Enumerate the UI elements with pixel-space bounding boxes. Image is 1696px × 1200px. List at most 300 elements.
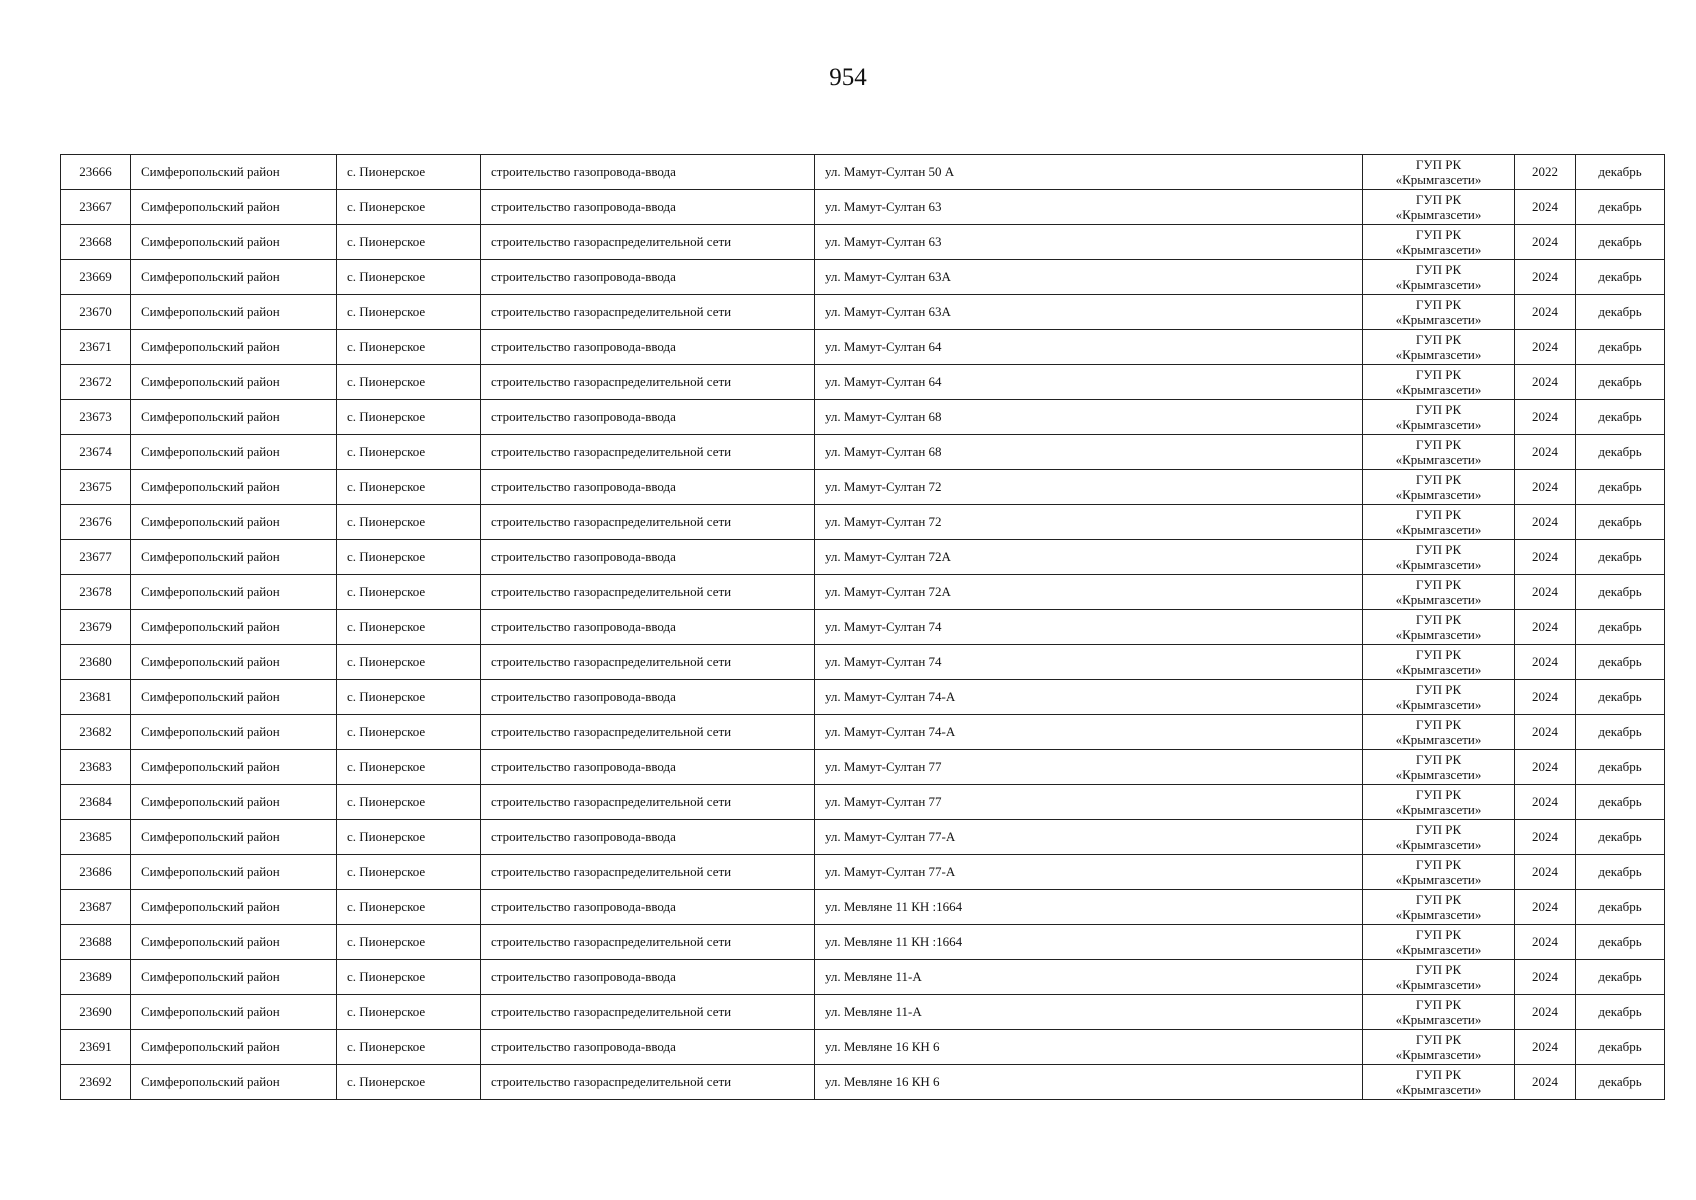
address-cell: ул. Мамут-Султан 74 bbox=[815, 610, 1363, 645]
organization-line: «Крымгазсети» bbox=[1395, 627, 1482, 642]
row-number-cell: 23675 bbox=[61, 470, 131, 505]
table-row bbox=[61, 925, 1665, 960]
work-type-cell: строительство газораспределительной сети bbox=[481, 855, 815, 890]
organization-line: ГУП РК bbox=[1415, 962, 1462, 977]
address-cell: ул. Мамут-Султан 77-А bbox=[815, 820, 1363, 855]
organization-line: ГУП РК bbox=[1415, 892, 1462, 907]
year-cell: 2024 bbox=[1515, 855, 1576, 890]
organization-line: «Крымгазсети» bbox=[1395, 977, 1482, 992]
table-row bbox=[61, 330, 1665, 365]
organization-cell bbox=[1363, 995, 1515, 1030]
district-cell: Симферопольский район bbox=[131, 890, 337, 925]
year-cell: 2024 bbox=[1515, 540, 1576, 575]
table-row bbox=[61, 715, 1665, 750]
district-cell: Симферопольский район bbox=[131, 470, 337, 505]
district-cell: Симферопольский район bbox=[131, 855, 337, 890]
organization-line: ГУП РК bbox=[1415, 332, 1462, 347]
work-type-cell: строительство газопровода-ввода bbox=[481, 540, 815, 575]
organization-cell bbox=[1363, 785, 1515, 820]
settlement-cell: с. Пионерское bbox=[337, 890, 481, 925]
address-cell: ул. Мевляне 11 КН :1664 bbox=[815, 890, 1363, 925]
work-type-cell: строительство газопровода-ввода bbox=[481, 890, 815, 925]
settlement-cell: с. Пионерское bbox=[337, 925, 481, 960]
month-cell: декабрь bbox=[1576, 680, 1665, 715]
settlement-cell: с. Пионерское bbox=[337, 260, 481, 295]
year-cell: 2024 bbox=[1515, 505, 1576, 540]
district-cell: Симферопольский район bbox=[131, 260, 337, 295]
organization-cell bbox=[1363, 505, 1515, 540]
address-cell: ул. Мамут-Султан 74-А bbox=[815, 715, 1363, 750]
settlement-cell: с. Пионерское bbox=[337, 540, 481, 575]
month-cell: декабрь bbox=[1576, 365, 1665, 400]
work-type-cell: строительство газопровода-ввода bbox=[481, 960, 815, 995]
address-cell: ул. Мамут-Султан 72 bbox=[815, 505, 1363, 540]
month-cell: декабрь bbox=[1576, 890, 1665, 925]
month-cell: декабрь bbox=[1576, 575, 1665, 610]
organization-line: «Крымгазсети» bbox=[1395, 172, 1482, 187]
row-number-cell: 23677 bbox=[61, 540, 131, 575]
work-type-cell: строительство газораспределительной сети bbox=[481, 295, 815, 330]
organization-cell bbox=[1363, 470, 1515, 505]
district-cell: Симферопольский район bbox=[131, 225, 337, 260]
district-cell: Симферопольский район bbox=[131, 400, 337, 435]
year-cell: 2024 bbox=[1515, 190, 1576, 225]
organization-line: ГУП РК bbox=[1415, 857, 1462, 872]
year-cell: 2024 bbox=[1515, 960, 1576, 995]
table-row bbox=[61, 1030, 1665, 1065]
table-row bbox=[61, 400, 1665, 435]
organization-cell bbox=[1363, 750, 1515, 785]
month-cell: декабрь bbox=[1576, 330, 1665, 365]
organization-line: ГУП РК bbox=[1415, 542, 1462, 557]
organization-line: ГУП РК bbox=[1415, 192, 1462, 207]
address-cell: ул. Мамут-Султан 50 А bbox=[815, 155, 1363, 190]
year-cell: 2024 bbox=[1515, 575, 1576, 610]
work-type-cell: строительство газопровода-ввода bbox=[481, 260, 815, 295]
row-number-cell: 23674 bbox=[61, 435, 131, 470]
address-cell: ул. Мамут-Султан 72 bbox=[815, 470, 1363, 505]
table-row bbox=[61, 365, 1665, 400]
row-number-cell: 23670 bbox=[61, 295, 131, 330]
organization-line: «Крымгазсети» bbox=[1395, 942, 1482, 957]
district-cell: Симферопольский район bbox=[131, 540, 337, 575]
address-cell: ул. Мамут-Султан 63 bbox=[815, 225, 1363, 260]
settlement-cell: с. Пионерское bbox=[337, 435, 481, 470]
organization-line: «Крымгазсети» bbox=[1395, 277, 1482, 292]
address-cell: ул. Мамут-Султан 68 bbox=[815, 400, 1363, 435]
organization-line: «Крымгазсети» bbox=[1395, 732, 1482, 747]
settlement-cell: с. Пионерское bbox=[337, 855, 481, 890]
organization-line: ГУП РК bbox=[1415, 367, 1462, 382]
organization-cell bbox=[1363, 575, 1515, 610]
work-type-cell: строительство газопровода-ввода bbox=[481, 155, 815, 190]
table-row bbox=[61, 995, 1665, 1030]
address-cell: ул. Мамут-Султан 63А bbox=[815, 260, 1363, 295]
year-cell: 2024 bbox=[1515, 925, 1576, 960]
row-number-cell: 23680 bbox=[61, 645, 131, 680]
work-type-cell: строительство газораспределительной сети bbox=[481, 785, 815, 820]
organization-cell bbox=[1363, 365, 1515, 400]
row-number-cell: 23691 bbox=[61, 1030, 131, 1065]
month-cell: декабрь bbox=[1576, 295, 1665, 330]
month-cell: декабрь bbox=[1576, 715, 1665, 750]
work-type-cell: строительство газораспределительной сети bbox=[481, 435, 815, 470]
table-row bbox=[61, 435, 1665, 470]
row-number-cell: 23690 bbox=[61, 995, 131, 1030]
organization-line: «Крымгазсети» bbox=[1395, 802, 1482, 817]
district-cell: Симферопольский район bbox=[131, 330, 337, 365]
organization-line: «Крымгазсети» bbox=[1395, 1012, 1482, 1027]
district-cell: Симферопольский район bbox=[131, 925, 337, 960]
table-row bbox=[61, 505, 1665, 540]
work-type-cell: строительство газопровода-ввода bbox=[481, 680, 815, 715]
organization-line: «Крымгазсети» bbox=[1395, 417, 1482, 432]
work-type-cell: строительство газопровода-ввода bbox=[481, 470, 815, 505]
settlement-cell: с. Пионерское bbox=[337, 295, 481, 330]
district-cell: Симферопольский район bbox=[131, 575, 337, 610]
work-type-cell: строительство газопровода-ввода bbox=[481, 820, 815, 855]
table-row bbox=[61, 610, 1665, 645]
settlement-cell: с. Пионерское bbox=[337, 400, 481, 435]
organization-line: ГУП РК bbox=[1415, 577, 1462, 592]
organization-cell bbox=[1363, 715, 1515, 750]
registry-rows bbox=[61, 155, 1665, 1100]
settlement-cell: с. Пионерское bbox=[337, 1065, 481, 1100]
organization-line: ГУП РК bbox=[1415, 997, 1462, 1012]
organization-line: ГУП РК bbox=[1415, 157, 1462, 172]
organization-line: «Крымгазсети» bbox=[1395, 907, 1482, 922]
year-cell: 2024 bbox=[1515, 995, 1576, 1030]
year-cell: 2024 bbox=[1515, 1030, 1576, 1065]
table-row bbox=[61, 295, 1665, 330]
year-cell: 2024 bbox=[1515, 365, 1576, 400]
organization-line: «Крымгазсети» bbox=[1395, 382, 1482, 397]
row-number-cell: 23678 bbox=[61, 575, 131, 610]
work-type-cell: строительство газораспределительной сети bbox=[481, 1065, 815, 1100]
district-cell: Симферопольский район bbox=[131, 750, 337, 785]
work-type-cell: строительство газопровода-ввода bbox=[481, 400, 815, 435]
organization-line: «Крымгазсети» bbox=[1395, 837, 1482, 852]
row-number-cell: 23685 bbox=[61, 820, 131, 855]
year-cell: 2024 bbox=[1515, 715, 1576, 750]
address-cell: ул. Мевляне 11-А bbox=[815, 995, 1363, 1030]
address-cell: ул. Мамут-Султан 77 bbox=[815, 750, 1363, 785]
organization-line: ГУП РК bbox=[1415, 262, 1462, 277]
organization-line: ГУП РК bbox=[1415, 787, 1462, 802]
month-cell: декабрь bbox=[1576, 785, 1665, 820]
row-number-cell: 23669 bbox=[61, 260, 131, 295]
address-cell: ул. Мевляне 11-А bbox=[815, 960, 1363, 995]
table-row bbox=[61, 855, 1665, 890]
table-row bbox=[61, 960, 1665, 995]
address-cell: ул. Мамут-Султан 72А bbox=[815, 540, 1363, 575]
month-cell: декабрь bbox=[1576, 260, 1665, 295]
work-type-cell: строительство газораспределительной сети bbox=[481, 365, 815, 400]
organization-line: ГУП РК bbox=[1415, 297, 1462, 312]
table-row bbox=[61, 225, 1665, 260]
month-cell: декабрь bbox=[1576, 960, 1665, 995]
work-type-cell: строительство газопровода-ввода bbox=[481, 1030, 815, 1065]
row-number-cell: 23666 bbox=[61, 155, 131, 190]
year-cell: 2024 bbox=[1515, 260, 1576, 295]
work-type-cell: строительство газораспределительной сети bbox=[481, 645, 815, 680]
month-cell: декабрь bbox=[1576, 190, 1665, 225]
settlement-cell: с. Пионерское bbox=[337, 820, 481, 855]
address-cell: ул. Мевляне 16 КН 6 bbox=[815, 1065, 1363, 1100]
row-number-cell: 23672 bbox=[61, 365, 131, 400]
month-cell: декабрь bbox=[1576, 820, 1665, 855]
row-number-cell: 23687 bbox=[61, 890, 131, 925]
settlement-cell: с. Пионерское bbox=[337, 680, 481, 715]
organization-cell bbox=[1363, 155, 1515, 190]
organization-line: «Крымгазсети» bbox=[1395, 312, 1482, 327]
settlement-cell: с. Пионерское bbox=[337, 330, 481, 365]
table-row bbox=[61, 680, 1665, 715]
organization-cell bbox=[1363, 400, 1515, 435]
row-number-cell: 23689 bbox=[61, 960, 131, 995]
organization-cell bbox=[1363, 820, 1515, 855]
organization-cell bbox=[1363, 960, 1515, 995]
organization-line: «Крымгазсети» bbox=[1395, 207, 1482, 222]
year-cell: 2024 bbox=[1515, 225, 1576, 260]
district-cell: Симферопольский район bbox=[131, 365, 337, 400]
address-cell: ул. Мамут-Султан 77 bbox=[815, 785, 1363, 820]
row-number-cell: 23671 bbox=[61, 330, 131, 365]
settlement-cell: с. Пионерское bbox=[337, 470, 481, 505]
address-cell: ул. Мамут-Султан 63 bbox=[815, 190, 1363, 225]
organization-line: ГУП РК bbox=[1415, 402, 1462, 417]
row-number-cell: 23667 bbox=[61, 190, 131, 225]
row-number-cell: 23679 bbox=[61, 610, 131, 645]
organization-line: ГУП РК bbox=[1415, 1067, 1462, 1082]
settlement-cell: с. Пионерское bbox=[337, 505, 481, 540]
organization-line: «Крымгазсети» bbox=[1395, 697, 1482, 712]
year-cell: 2024 bbox=[1515, 295, 1576, 330]
month-cell: декабрь bbox=[1576, 470, 1665, 505]
organization-cell bbox=[1363, 435, 1515, 470]
organization-cell bbox=[1363, 225, 1515, 260]
row-number-cell: 23676 bbox=[61, 505, 131, 540]
address-cell: ул. Мамут-Султан 72А bbox=[815, 575, 1363, 610]
organization-line: «Крымгазсети» bbox=[1395, 592, 1482, 607]
organization-cell bbox=[1363, 680, 1515, 715]
district-cell: Симферопольский район bbox=[131, 1065, 337, 1100]
table-row bbox=[61, 575, 1665, 610]
address-cell: ул. Мамут-Султан 77-А bbox=[815, 855, 1363, 890]
district-cell: Симферопольский район bbox=[131, 645, 337, 680]
page-number: 954 bbox=[829, 64, 867, 91]
address-cell: ул. Мамут-Султан 64 bbox=[815, 365, 1363, 400]
work-type-cell: строительство газопровода-ввода bbox=[481, 330, 815, 365]
district-cell: Симферопольский район bbox=[131, 680, 337, 715]
organization-line: ГУП РК bbox=[1415, 682, 1462, 697]
organization-cell bbox=[1363, 890, 1515, 925]
work-type-cell: строительство газопровода-ввода bbox=[481, 750, 815, 785]
table-row bbox=[61, 190, 1665, 225]
month-cell: декабрь bbox=[1576, 750, 1665, 785]
organization-line: «Крымгазсети» bbox=[1395, 452, 1482, 467]
year-cell: 2024 bbox=[1515, 645, 1576, 680]
district-cell: Симферопольский район bbox=[131, 995, 337, 1030]
settlement-cell: с. Пионерское bbox=[337, 155, 481, 190]
table-row bbox=[61, 820, 1665, 855]
month-cell: декабрь bbox=[1576, 855, 1665, 890]
address-cell: ул. Мамут-Султан 74 bbox=[815, 645, 1363, 680]
organization-cell bbox=[1363, 925, 1515, 960]
year-cell: 2024 bbox=[1515, 470, 1576, 505]
month-cell: декабрь bbox=[1576, 505, 1665, 540]
settlement-cell: с. Пионерское bbox=[337, 610, 481, 645]
organization-line: «Крымгазсети» bbox=[1395, 1047, 1482, 1062]
organization-line: ГУП РК bbox=[1415, 927, 1462, 942]
settlement-cell: с. Пионерское bbox=[337, 365, 481, 400]
organization-line: ГУП РК bbox=[1415, 507, 1462, 522]
row-number-cell: 23668 bbox=[61, 225, 131, 260]
table-row bbox=[61, 750, 1665, 785]
table-row bbox=[61, 645, 1665, 680]
district-cell: Симферопольский район bbox=[131, 715, 337, 750]
address-cell: ул. Мамут-Султан 74-А bbox=[815, 680, 1363, 715]
settlement-cell: с. Пионерское bbox=[337, 645, 481, 680]
table-row bbox=[61, 540, 1665, 575]
month-cell: декабрь bbox=[1576, 1065, 1665, 1100]
address-cell: ул. Мамут-Султан 63А bbox=[815, 295, 1363, 330]
organization-line: «Крымгазсети» bbox=[1395, 487, 1482, 502]
year-cell: 2024 bbox=[1515, 820, 1576, 855]
district-cell: Симферопольский район bbox=[131, 155, 337, 190]
work-type-cell: строительство газопровода-ввода bbox=[481, 610, 815, 645]
settlement-cell: с. Пионерское bbox=[337, 785, 481, 820]
year-cell: 2024 bbox=[1515, 890, 1576, 925]
month-cell: декабрь bbox=[1576, 645, 1665, 680]
year-cell: 2024 bbox=[1515, 435, 1576, 470]
month-cell: декабрь bbox=[1576, 435, 1665, 470]
organization-line: ГУП РК bbox=[1415, 647, 1462, 662]
year-cell: 2024 bbox=[1515, 750, 1576, 785]
organization-cell bbox=[1363, 645, 1515, 680]
settlement-cell: с. Пионерское bbox=[337, 225, 481, 260]
settlement-cell: с. Пионерское bbox=[337, 190, 481, 225]
organization-cell bbox=[1363, 610, 1515, 645]
settlement-cell: с. Пионерское bbox=[337, 960, 481, 995]
registry-table bbox=[60, 154, 1665, 1100]
work-type-cell: строительство газораспределительной сети bbox=[481, 505, 815, 540]
organization-line: ГУП РК bbox=[1415, 612, 1462, 627]
district-cell: Симферопольский район bbox=[131, 960, 337, 995]
month-cell: декабрь bbox=[1576, 155, 1665, 190]
organization-cell bbox=[1363, 330, 1515, 365]
row-number-cell: 23686 bbox=[61, 855, 131, 890]
row-number-cell: 23692 bbox=[61, 1065, 131, 1100]
organization-line: «Крымгазсети» bbox=[1395, 347, 1482, 362]
district-cell: Симферопольский район bbox=[131, 610, 337, 645]
settlement-cell: с. Пионерское bbox=[337, 715, 481, 750]
month-cell: декабрь bbox=[1576, 225, 1665, 260]
organization-line: «Крымгазсети» bbox=[1395, 872, 1482, 887]
settlement-cell: с. Пионерское bbox=[337, 995, 481, 1030]
district-cell: Симферопольский район bbox=[131, 505, 337, 540]
work-type-cell: строительство газораспределительной сети bbox=[481, 225, 815, 260]
settlement-cell: с. Пионерское bbox=[337, 750, 481, 785]
organization-line: ГУП РК bbox=[1415, 822, 1462, 837]
organization-cell bbox=[1363, 540, 1515, 575]
month-cell: декабрь bbox=[1576, 925, 1665, 960]
organization-cell bbox=[1363, 260, 1515, 295]
organization-line: ГУП РК bbox=[1415, 227, 1462, 242]
organization-line: «Крымгазсети» bbox=[1395, 242, 1482, 257]
district-cell: Симферопольский район bbox=[131, 785, 337, 820]
year-cell: 2024 bbox=[1515, 610, 1576, 645]
month-cell: декабрь bbox=[1576, 400, 1665, 435]
settlement-cell: с. Пионерское bbox=[337, 575, 481, 610]
work-type-cell: строительство газораспределительной сети bbox=[481, 575, 815, 610]
row-number-cell: 23681 bbox=[61, 680, 131, 715]
organization-cell bbox=[1363, 1030, 1515, 1065]
table-row bbox=[61, 1065, 1665, 1100]
organization-line: «Крымгазсети» bbox=[1395, 522, 1482, 537]
month-cell: декабрь bbox=[1576, 1030, 1665, 1065]
district-cell: Симферопольский район bbox=[131, 1030, 337, 1065]
row-number-cell: 23673 bbox=[61, 400, 131, 435]
year-cell: 2024 bbox=[1515, 330, 1576, 365]
organization-line: ГУП РК bbox=[1415, 1032, 1462, 1047]
work-type-cell: строительство газораспределительной сети bbox=[481, 715, 815, 750]
organization-line: «Крымгазсети» bbox=[1395, 1082, 1482, 1097]
organization-line: «Крымгазсети» bbox=[1395, 767, 1482, 782]
table-row bbox=[61, 785, 1665, 820]
address-cell: ул. Мамут-Султан 64 bbox=[815, 330, 1363, 365]
row-number-cell: 23684 bbox=[61, 785, 131, 820]
year-cell: 2024 bbox=[1515, 400, 1576, 435]
district-cell: Симферопольский район bbox=[131, 820, 337, 855]
year-cell: 2024 bbox=[1515, 785, 1576, 820]
organization-line: «Крымгазсети» bbox=[1395, 557, 1482, 572]
work-type-cell: строительство газораспределительной сети bbox=[481, 925, 815, 960]
month-cell: декабрь bbox=[1576, 995, 1665, 1030]
district-cell: Симферопольский район bbox=[131, 435, 337, 470]
work-type-cell: строительство газопровода-ввода bbox=[481, 190, 815, 225]
month-cell: декабрь bbox=[1576, 540, 1665, 575]
table-row bbox=[61, 155, 1665, 190]
organization-line: ГУП РК bbox=[1415, 437, 1462, 452]
address-cell: ул. Мамут-Султан 68 bbox=[815, 435, 1363, 470]
table-row bbox=[61, 470, 1665, 505]
district-cell: Симферопольский район bbox=[131, 295, 337, 330]
organization-cell bbox=[1363, 295, 1515, 330]
district-cell: Симферопольский район bbox=[131, 190, 337, 225]
year-cell: 2024 bbox=[1515, 680, 1576, 715]
table-row bbox=[61, 260, 1665, 295]
organization-cell bbox=[1363, 1065, 1515, 1100]
table-row bbox=[61, 890, 1665, 925]
organization-line: ГУП РК bbox=[1415, 472, 1462, 487]
row-number-cell: 23688 bbox=[61, 925, 131, 960]
year-cell: 2024 bbox=[1515, 1065, 1576, 1100]
address-cell: ул. Мевляне 16 КН 6 bbox=[815, 1030, 1363, 1065]
settlement-cell: с. Пионерское bbox=[337, 1030, 481, 1065]
organization-cell bbox=[1363, 855, 1515, 890]
organization-line: ГУП РК bbox=[1415, 752, 1462, 767]
row-number-cell: 23683 bbox=[61, 750, 131, 785]
month-cell: декабрь bbox=[1576, 610, 1665, 645]
row-number-cell: 23682 bbox=[61, 715, 131, 750]
year-cell: 2022 bbox=[1515, 155, 1576, 190]
organization-line: ГУП РК bbox=[1415, 717, 1462, 732]
organization-line: «Крымгазсети» bbox=[1395, 662, 1482, 677]
address-cell: ул. Мевляне 11 КН :1664 bbox=[815, 925, 1363, 960]
organization-cell bbox=[1363, 190, 1515, 225]
work-type-cell: строительство газораспределительной сети bbox=[481, 995, 815, 1030]
